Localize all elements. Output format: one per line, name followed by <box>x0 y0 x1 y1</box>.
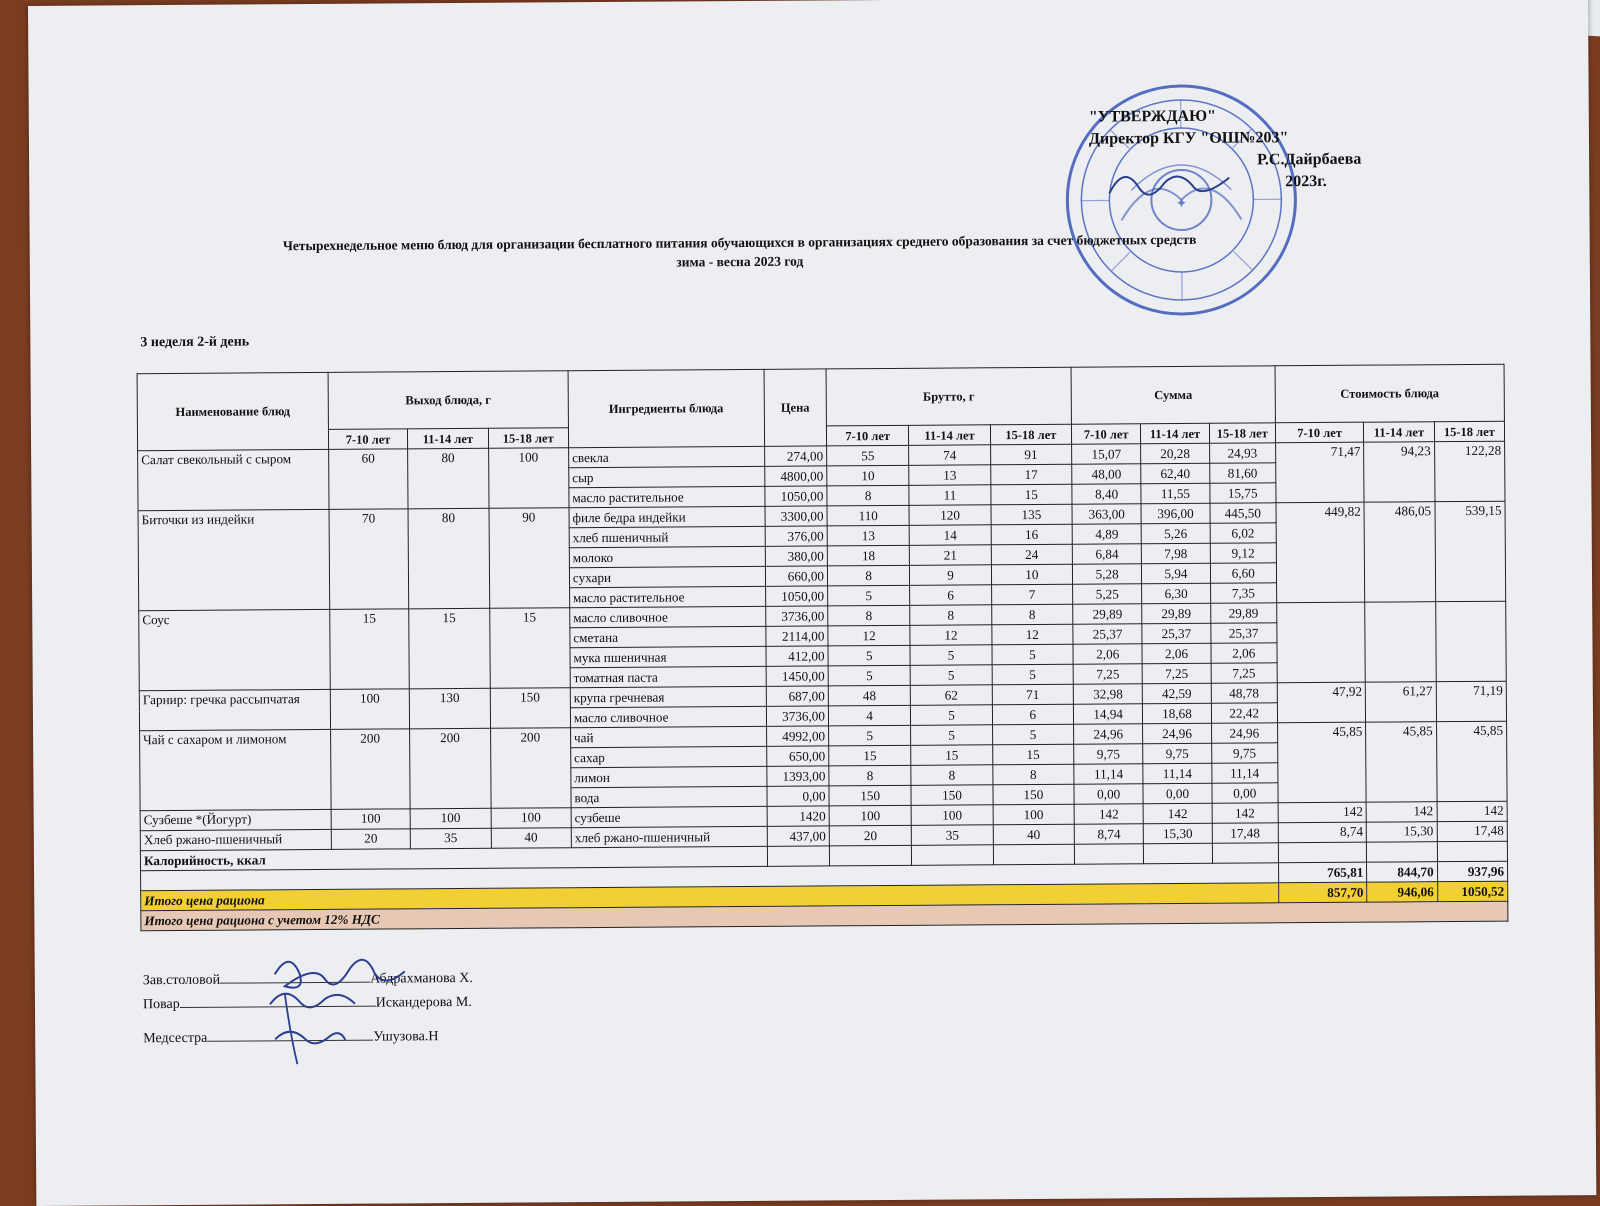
total-vat-label: Итого цена рациона с учетом 12% НДС <box>141 901 1508 931</box>
ingredient-name: филе бедра индейки <box>569 506 765 527</box>
ingredient-sum: 9,12 <box>1210 543 1276 563</box>
ingredient-brutto: 40 <box>993 824 1074 845</box>
ingredient-sum: 7,25 <box>1211 663 1277 683</box>
dish-cost: 15,30 <box>1366 822 1436 842</box>
ingredient-price: 274,00 <box>764 446 826 466</box>
ingredient-brutto: 8 <box>829 765 911 786</box>
ingredient-name: масло растительное <box>569 486 765 507</box>
signature-name: Искандерова М. <box>376 995 472 1011</box>
ingredient-price: 650,00 <box>766 746 828 766</box>
ingredient-name: сузбеше <box>571 806 767 827</box>
ingredient-price: 4800,00 <box>764 466 826 486</box>
ingredient-brutto: 5 <box>910 665 991 686</box>
ingredient-price: 1450,00 <box>766 666 828 686</box>
ingredient-brutto: 12 <box>910 625 991 646</box>
dish-name: Салат свекольный с сыром <box>138 449 329 510</box>
header-cost-age-7-10: 7-10 лет <box>1275 422 1364 443</box>
total-value: 844,70 <box>1367 862 1437 882</box>
dish-output: 90 <box>489 508 570 609</box>
ingredient-sum: 11,14 <box>1211 763 1277 783</box>
dish-output: 35 <box>410 828 490 849</box>
dish-name: Чай с сахаром и лимоном <box>140 729 331 810</box>
ingredient-brutto: 100 <box>993 804 1074 825</box>
ingredient-sum: 4,89 <box>1072 524 1141 544</box>
ingredient-brutto: 150 <box>993 784 1074 805</box>
ingredient-sum: 25,37 <box>1073 624 1142 644</box>
header-brutto-age-7-10: 7-10 лет <box>826 425 908 446</box>
ingredient-brutto: 8 <box>992 764 1073 785</box>
signature-name: Ушузова.Н <box>373 1029 438 1044</box>
ingredient-brutto: 10 <box>827 465 909 486</box>
header-sum-age-15-18: 15-18 лет <box>1209 423 1275 443</box>
ingredient-sum: 48,00 <box>1072 464 1141 484</box>
dish-output: 100 <box>488 448 569 509</box>
dish-output: 80 <box>408 448 489 509</box>
signature-role: Медсестра <box>143 1031 207 1046</box>
header-brutto-age-15-18: 15-18 лет <box>990 424 1071 445</box>
dish-name: Хлеб ржано-пшеничный <box>140 829 331 850</box>
ingredient-brutto: 10 <box>991 564 1072 585</box>
dish-output: 60 <box>328 449 408 510</box>
header-ingredients: Ингредиенты блюда <box>568 369 764 447</box>
approval-director-name: Р.С.Дайрбаева <box>1089 149 1361 173</box>
dish-output: 100 <box>330 689 410 730</box>
ingredient-brutto: 16 <box>991 524 1072 545</box>
ingredient-sum: 5,25 <box>1073 584 1142 604</box>
dish-output: 130 <box>409 688 490 729</box>
ingredient-sum: 6,30 <box>1142 583 1210 603</box>
ingredient-sum: 363,00 <box>1072 504 1141 524</box>
dish-output: 150 <box>490 688 571 729</box>
ingredient-brutto: 9 <box>910 565 991 586</box>
dish-cost: 8,74 <box>1278 822 1367 843</box>
ingredient-brutto: 8 <box>828 605 910 626</box>
signature-role: Зав.столовой <box>143 973 220 989</box>
empty-cell <box>767 846 829 866</box>
ingredient-brutto: 5 <box>828 585 910 606</box>
title-line-2: зима - весна 2023 год <box>150 248 1330 275</box>
ingredient-name: хлеб ржано-пшеничный <box>571 826 767 847</box>
total-value: 765,81 <box>1278 862 1367 883</box>
header-brutto: Брутто, г <box>826 367 1071 426</box>
ingredient-brutto: 15 <box>829 745 911 766</box>
ingredient-brutto: 11 <box>909 485 990 506</box>
ingredient-sum: 5,26 <box>1141 523 1209 543</box>
ingredient-brutto: 12 <box>828 625 910 646</box>
ingredient-sum: 42,59 <box>1143 683 1211 703</box>
dish-cost: 486,05 <box>1364 502 1435 602</box>
ingredient-brutto: 5 <box>992 724 1073 745</box>
empty-cell <box>829 845 911 866</box>
total-vat-value: 1050,52 <box>1437 881 1508 901</box>
ingredient-brutto: 8 <box>827 485 909 506</box>
ingredient-brutto: 4 <box>828 705 910 726</box>
handwritten-signatures <box>245 943 416 1084</box>
ingredient-sum: 32,98 <box>1073 684 1142 704</box>
header-output-age-7-10: 7-10 лет <box>328 429 407 450</box>
ingredient-brutto: 71 <box>992 684 1073 705</box>
dish-cost: 142 <box>1278 802 1367 823</box>
dish-cost: 122,28 <box>1434 441 1505 501</box>
ingredient-sum: 8,40 <box>1072 484 1141 504</box>
ingredient-brutto: 120 <box>909 505 990 526</box>
ingredient-name: вода <box>571 786 767 807</box>
ingredient-sum: 9,75 <box>1074 744 1143 764</box>
dish-cost: 71,19 <box>1436 681 1507 721</box>
document-page <box>28 0 1596 1206</box>
ingredient-brutto: 91 <box>990 444 1071 465</box>
total-value: 937,96 <box>1437 861 1508 881</box>
ingredient-sum: 24,93 <box>1209 443 1275 463</box>
ingredient-sum: 142 <box>1212 803 1278 823</box>
header-cost: Стоимость блюда <box>1275 364 1505 423</box>
ingredient-sum: 0,00 <box>1212 783 1278 803</box>
ingredient-price: 1420 <box>767 806 829 826</box>
ingredient-sum: 11,14 <box>1143 763 1211 783</box>
ingredient-price: 0,00 <box>767 786 829 806</box>
ingredient-price: 3736,00 <box>766 706 828 726</box>
dish-output: 40 <box>491 828 571 849</box>
ingredient-price: 437,00 <box>767 826 829 846</box>
ingredient-name: лимон <box>571 766 767 787</box>
ingredient-sum: 24,96 <box>1143 723 1211 743</box>
ingredient-sum: 24,96 <box>1211 723 1277 743</box>
header-sum-age-7-10: 7-10 лет <box>1071 424 1140 444</box>
ingredient-brutto: 21 <box>910 545 991 566</box>
header-sum: Сумма <box>1071 366 1275 424</box>
dish-output: 200 <box>330 729 410 810</box>
ingredient-price: 3300,00 <box>765 506 827 526</box>
ingredient-sum: 9,75 <box>1211 743 1277 763</box>
dish-cost: 45,85 <box>1366 722 1437 802</box>
ingredient-sum: 2,06 <box>1073 644 1142 664</box>
ingredient-sum: 0,00 <box>1143 783 1211 803</box>
ingredient-name: мука пшеничная <box>570 646 766 667</box>
ingredient-brutto: 5 <box>910 645 991 666</box>
dish-output: 100 <box>491 808 571 829</box>
ingredient-brutto: 6 <box>992 704 1073 725</box>
ingredient-sum: 11,55 <box>1141 483 1209 503</box>
ingredient-name: масло сливочное <box>570 606 766 627</box>
ingredient-price: 660,00 <box>765 566 827 586</box>
dish-cost: 71,47 <box>1275 442 1364 503</box>
ingredient-sum: 15,30 <box>1144 823 1212 843</box>
empty-cell <box>912 845 993 866</box>
dish-output: 200 <box>410 728 491 809</box>
signature-role: Повар <box>143 997 180 1012</box>
ingredient-price: 3736,00 <box>765 606 827 626</box>
dish-output: 200 <box>490 728 571 809</box>
ingredient-sum: 5,94 <box>1142 563 1210 583</box>
ingredient-sum: 29,89 <box>1142 603 1210 623</box>
header-cost-age-11-14: 11-14 лет <box>1364 422 1434 442</box>
ingredient-brutto: 100 <box>829 805 911 826</box>
ingredient-sum: 8,74 <box>1074 824 1143 844</box>
ingredient-brutto: 135 <box>991 504 1072 525</box>
ingredient-sum: 2,06 <box>1142 643 1210 663</box>
ingredient-price: 380,00 <box>765 546 827 566</box>
dish-cost: 449,82 <box>1276 502 1365 603</box>
dish-output: 100 <box>331 809 410 830</box>
ingredient-sum: 20,28 <box>1141 443 1209 463</box>
dish-cost: 45,85 <box>1436 721 1507 801</box>
dish-name: Сузбеше *(Йогурт) <box>140 809 331 830</box>
ingredient-name: масло сливочное <box>570 706 766 727</box>
ingredient-brutto: 8 <box>827 565 909 586</box>
dish-output: 80 <box>408 508 489 609</box>
ingredient-name: томатная паста <box>570 666 766 687</box>
ingredient-sum: 29,89 <box>1210 603 1276 623</box>
dish-cost: 47,92 <box>1277 682 1366 723</box>
ingredient-sum: 142 <box>1074 804 1143 824</box>
header-output: Выход блюда, г <box>328 371 568 430</box>
ingredient-name: хлеб пшеничный <box>569 526 765 547</box>
ingredient-name: чай <box>570 726 766 747</box>
dish-output: 15 <box>409 608 490 689</box>
ingredient-sum: 445,50 <box>1210 503 1276 523</box>
ingredient-name: сахар <box>571 746 767 767</box>
ingredient-brutto: 5 <box>829 725 911 746</box>
ingredient-sum: 14,94 <box>1073 704 1142 724</box>
ingredient-brutto: 18 <box>827 545 909 566</box>
ingredient-sum: 6,60 <box>1210 563 1276 583</box>
ingredient-sum: 7,98 <box>1142 543 1210 563</box>
ingredient-sum: 9,75 <box>1143 743 1211 763</box>
ingredient-sum: 62,40 <box>1141 463 1209 483</box>
dish-cost: 61,27 <box>1366 682 1437 722</box>
ingredient-sum: 142 <box>1143 803 1211 823</box>
header-dish: Наименование блюд <box>137 372 328 450</box>
ingredient-sum: 25,37 <box>1142 623 1210 643</box>
ingredient-name: сметана <box>570 626 766 647</box>
week-day-label: 3 неделя 2-й день <box>140 334 249 351</box>
ingredient-price: 376,00 <box>765 526 827 546</box>
ingredient-brutto: 5 <box>828 665 910 686</box>
ingredient-brutto: 8 <box>911 765 992 786</box>
ingredient-sum: 29,89 <box>1073 604 1142 624</box>
ingredient-sum: 7,25 <box>1073 664 1142 684</box>
ingredient-sum: 5,28 <box>1072 564 1141 584</box>
ingredient-price: 687,00 <box>766 686 828 706</box>
ingredient-sum: 15,07 <box>1072 444 1141 464</box>
ingredient-sum: 22,42 <box>1211 703 1277 723</box>
dish-name: Биточки из индейки <box>138 509 330 610</box>
approval-date: 2023г. <box>1089 171 1361 195</box>
ingredient-brutto: 150 <box>829 785 911 806</box>
header-sum-age-11-14: 11-14 лет <box>1141 423 1209 443</box>
ingredient-sum: 25,37 <box>1210 623 1276 643</box>
director-signature <box>1099 153 1239 214</box>
ingredient-brutto: 17 <box>990 464 1071 485</box>
dish-output: 70 <box>329 509 409 610</box>
ingredient-brutto: 55 <box>827 445 909 466</box>
dish-output: 20 <box>331 829 410 850</box>
header-output-age-11-14: 11-14 лет <box>408 428 488 449</box>
ingredient-sum: 11,14 <box>1074 764 1143 784</box>
ingredient-sum: 15,75 <box>1209 483 1275 503</box>
approval-heading: "УТВЕРЖДАЮ" <box>1089 105 1361 129</box>
ingredient-name: масло растительное <box>569 586 765 607</box>
empty-cell <box>993 844 1074 865</box>
dish-cost <box>1365 602 1436 682</box>
ingredient-brutto: 12 <box>992 624 1073 645</box>
svg-text:✦: ✦ <box>1175 196 1187 212</box>
dish-cost <box>1277 602 1366 683</box>
empty-cell <box>1367 842 1437 862</box>
empty-cell <box>1278 842 1367 863</box>
ingredient-brutto: 13 <box>909 465 990 486</box>
ingredient-sum: 396,00 <box>1141 503 1209 523</box>
ingredient-name: сыр <box>569 466 765 487</box>
ingredient-sum: 48,78 <box>1211 683 1277 703</box>
ingredient-price: 4992,00 <box>766 726 828 746</box>
empty-cell <box>1437 841 1508 861</box>
ingredient-brutto: 62 <box>911 685 992 706</box>
ingredient-name: свекла <box>568 446 764 467</box>
dish-cost: 45,85 <box>1277 722 1366 803</box>
dish-cost: 17,48 <box>1437 821 1508 841</box>
ingredient-sum: 0,00 <box>1074 784 1143 804</box>
dish-output: 100 <box>410 808 490 829</box>
ingredient-price: 1050,00 <box>765 586 827 606</box>
dish-cost: 142 <box>1366 802 1436 822</box>
menu-table <box>137 364 1509 932</box>
ingredient-sum: 6,02 <box>1210 523 1276 543</box>
ingredient-brutto: 15 <box>911 745 992 766</box>
ingredient-sum: 17,48 <box>1212 823 1278 843</box>
ingredient-name: сухари <box>569 566 765 587</box>
ingredient-brutto: 24 <box>991 544 1072 565</box>
dish-cost: 539,15 <box>1435 501 1506 601</box>
total-vat-value: 857,70 <box>1279 882 1368 903</box>
ingredient-brutto: 13 <box>827 525 909 546</box>
empty-cell <box>1212 843 1278 863</box>
ingredient-price: 2114,00 <box>766 626 828 646</box>
ingredient-brutto: 150 <box>911 785 992 806</box>
ingredient-name: молоко <box>569 546 765 567</box>
ingredient-brutto: 48 <box>828 685 910 706</box>
empty-cell <box>1144 843 1212 863</box>
ingredient-price: 1050,00 <box>765 486 827 506</box>
ingredient-brutto: 8 <box>991 604 1072 625</box>
ingredient-brutto: 15 <box>992 744 1073 765</box>
ingredient-price: 1393,00 <box>767 766 829 786</box>
ingredient-brutto: 5 <box>828 645 910 666</box>
ingredient-brutto: 15 <box>991 484 1072 505</box>
ingredient-sum: 81,60 <box>1209 463 1275 483</box>
dish-cost <box>1435 601 1506 681</box>
ingredient-brutto: 5 <box>992 664 1073 685</box>
ingredient-brutto: 100 <box>911 805 992 826</box>
ingredient-brutto: 6 <box>910 585 991 606</box>
ingredient-brutto: 35 <box>912 825 993 846</box>
dish-name: Соус <box>139 609 330 690</box>
ingredient-brutto: 5 <box>911 725 992 746</box>
ingredient-sum: 18,68 <box>1143 703 1211 723</box>
ingredient-brutto: 14 <box>909 525 990 546</box>
ingredient-sum: 7,25 <box>1142 663 1210 683</box>
ingredient-brutto: 20 <box>829 825 911 846</box>
ingredient-brutto: 5 <box>911 705 992 726</box>
empty-cell <box>1074 844 1143 864</box>
ingredient-price: 412,00 <box>766 646 828 666</box>
title-line-1: Четырехнедельное меню блюд для организации бесплатного питания обучающихся в организациях среднего образования за счет бюджетных средств <box>150 229 1330 256</box>
ingredient-sum: 2,06 <box>1211 643 1277 663</box>
dish-cost: 142 <box>1437 801 1508 821</box>
header-output-age-15-18: 15-18 лет <box>488 428 568 449</box>
dish-name: Гарнир: гречка рассыпчатая <box>139 689 330 730</box>
header-cost-age-15-18: 15-18 лет <box>1434 421 1505 441</box>
dish-cost: 94,23 <box>1364 442 1435 502</box>
ingredient-brutto: 74 <box>909 445 990 466</box>
ingredient-brutto: 110 <box>827 505 909 526</box>
approval-position: Директор КГУ "ОШ№203" <box>1089 127 1361 151</box>
calories-label: Калорийность, ккал <box>140 846 767 870</box>
header-brutto-age-11-14: 11-14 лет <box>909 425 990 446</box>
total-label: Итого цена рациона <box>141 883 1279 911</box>
ingredient-sum: 7,35 <box>1210 583 1276 603</box>
ingredient-name: крупа гречневая <box>570 686 766 707</box>
total-vat-value: 946,06 <box>1367 882 1437 902</box>
ingredient-brutto: 8 <box>910 605 991 626</box>
ingredient-sum: 6,84 <box>1072 544 1141 564</box>
ingredient-brutto: 7 <box>991 584 1072 605</box>
header-price: Цена <box>764 369 827 446</box>
dish-output: 15 <box>489 608 570 689</box>
dish-output: 15 <box>330 609 410 690</box>
signature-name: Абдрахманова Х. <box>370 971 473 987</box>
ingredient-brutto: 5 <box>992 644 1073 665</box>
ingredient-sum: 24,96 <box>1074 724 1143 744</box>
